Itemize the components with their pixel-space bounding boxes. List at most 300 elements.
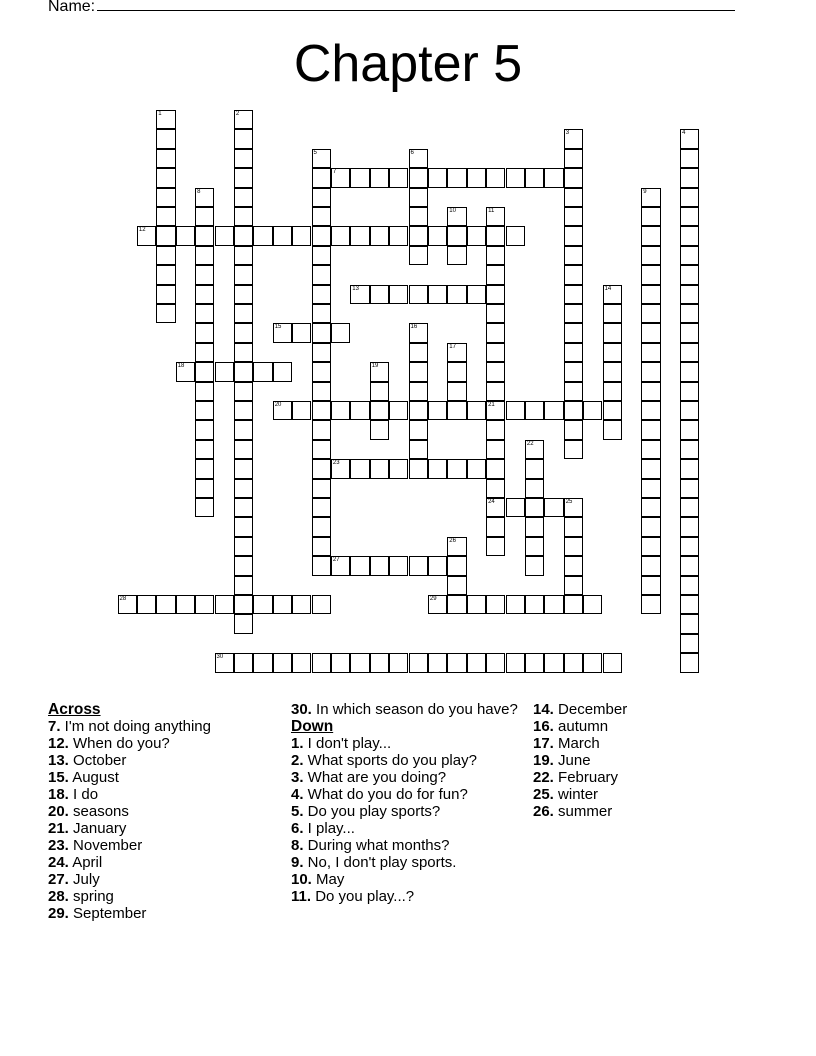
- crossword-cell[interactable]: [234, 595, 253, 614]
- crossword-cell[interactable]: [467, 285, 486, 304]
- crossword-cell[interactable]: [564, 129, 583, 148]
- crossword-cell[interactable]: [195, 401, 214, 420]
- crossword-cell[interactable]: [350, 285, 369, 304]
- crossword-cell[interactable]: [641, 246, 660, 265]
- crossword-cell[interactable]: [564, 246, 583, 265]
- crossword-cell[interactable]: [641, 207, 660, 226]
- crossword-cell[interactable]: [156, 129, 175, 148]
- crossword-cell[interactable]: [486, 226, 505, 245]
- crossword-cell[interactable]: [234, 498, 253, 517]
- crossword-cell[interactable]: [525, 440, 544, 459]
- crossword-cell[interactable]: [680, 459, 699, 478]
- crossword-cell[interactable]: [234, 440, 253, 459]
- crossword-cell[interactable]: [156, 168, 175, 187]
- crossword-cell[interactable]: [331, 401, 350, 420]
- crossword-cell[interactable]: [564, 226, 583, 245]
- crossword-cell[interactable]: [409, 556, 428, 575]
- crossword-cell[interactable]: [409, 226, 428, 245]
- crossword-cell[interactable]: [195, 207, 214, 226]
- crossword-cell[interactable]: [273, 226, 292, 245]
- crossword-cell[interactable]: [544, 595, 563, 614]
- crossword-cell[interactable]: [156, 246, 175, 265]
- crossword-cell[interactable]: [564, 401, 583, 420]
- crossword-cell[interactable]: [680, 343, 699, 362]
- crossword-cell[interactable]: [447, 459, 466, 478]
- crossword-cell[interactable]: [195, 343, 214, 362]
- crossword-cell[interactable]: [603, 362, 622, 381]
- crossword-cell[interactable]: [234, 168, 253, 187]
- crossword-cell[interactable]: [234, 479, 253, 498]
- crossword-cell[interactable]: [564, 595, 583, 614]
- crossword-cell[interactable]: [467, 226, 486, 245]
- crossword-cell[interactable]: [486, 207, 505, 226]
- crossword-cell[interactable]: [525, 168, 544, 187]
- crossword-cell[interactable]: [312, 440, 331, 459]
- crossword-cell[interactable]: [389, 168, 408, 187]
- crossword-cell[interactable]: [603, 343, 622, 362]
- crossword-cell[interactable]: [312, 537, 331, 556]
- crossword-cell[interactable]: [641, 440, 660, 459]
- crossword-cell[interactable]: [525, 459, 544, 478]
- crossword-cell[interactable]: [312, 595, 331, 614]
- crossword-cell[interactable]: [486, 440, 505, 459]
- crossword-cell[interactable]: [215, 653, 234, 672]
- crossword-cell[interactable]: [370, 226, 389, 245]
- crossword-cell[interactable]: [370, 653, 389, 672]
- crossword-cell[interactable]: [195, 323, 214, 342]
- crossword-cell[interactable]: [447, 168, 466, 187]
- crossword-cell[interactable]: [447, 226, 466, 245]
- crossword-cell[interactable]: [486, 343, 505, 362]
- crossword-cell[interactable]: [331, 556, 350, 575]
- crossword-cell[interactable]: [312, 479, 331, 498]
- crossword-cell[interactable]: [409, 343, 428, 362]
- crossword-cell[interactable]: [370, 382, 389, 401]
- crossword-cell[interactable]: [234, 343, 253, 362]
- crossword-cell[interactable]: [195, 246, 214, 265]
- crossword-cell[interactable]: [544, 498, 563, 517]
- crossword-cell[interactable]: [409, 323, 428, 342]
- crossword-cell[interactable]: [156, 149, 175, 168]
- crossword-cell[interactable]: [680, 401, 699, 420]
- crossword-cell[interactable]: [447, 246, 466, 265]
- crossword-cell[interactable]: [564, 265, 583, 284]
- crossword-cell[interactable]: [680, 614, 699, 633]
- crossword-cell[interactable]: [486, 459, 505, 478]
- crossword-cell[interactable]: [176, 362, 195, 381]
- crossword-cell[interactable]: [680, 285, 699, 304]
- crossword-cell[interactable]: [467, 459, 486, 478]
- crossword-cell[interactable]: [680, 265, 699, 284]
- crossword-cell[interactable]: [156, 110, 175, 129]
- crossword-cell[interactable]: [389, 653, 408, 672]
- crossword-cell[interactable]: [641, 420, 660, 439]
- crossword-cell[interactable]: [641, 265, 660, 284]
- crossword-cell[interactable]: [447, 207, 466, 226]
- crossword-cell[interactable]: [409, 653, 428, 672]
- crossword-cell[interactable]: [234, 362, 253, 381]
- crossword-cell[interactable]: [506, 168, 525, 187]
- crossword-cell[interactable]: [234, 285, 253, 304]
- crossword-cell[interactable]: [156, 207, 175, 226]
- crossword-cell[interactable]: [312, 362, 331, 381]
- crossword-cell[interactable]: [195, 440, 214, 459]
- crossword-cell[interactable]: [234, 459, 253, 478]
- crossword-cell[interactable]: [312, 556, 331, 575]
- crossword-cell[interactable]: [641, 304, 660, 323]
- crossword-cell[interactable]: [564, 420, 583, 439]
- crossword-cell[interactable]: [273, 323, 292, 342]
- crossword-cell[interactable]: [234, 614, 253, 633]
- crossword-cell[interactable]: [234, 576, 253, 595]
- crossword-cell[interactable]: [312, 188, 331, 207]
- crossword-cell[interactable]: [603, 653, 622, 672]
- crossword-cell[interactable]: [564, 188, 583, 207]
- crossword-cell[interactable]: [370, 362, 389, 381]
- crossword-cell[interactable]: [195, 285, 214, 304]
- crossword-cell[interactable]: [234, 323, 253, 342]
- crossword-cell[interactable]: [564, 576, 583, 595]
- crossword-cell[interactable]: [641, 226, 660, 245]
- crossword-cell[interactable]: [583, 653, 602, 672]
- crossword-cell[interactable]: [467, 168, 486, 187]
- crossword-cell[interactable]: [215, 362, 234, 381]
- crossword-cell[interactable]: [292, 595, 311, 614]
- crossword-cell[interactable]: [331, 226, 350, 245]
- crossword-cell[interactable]: [428, 226, 447, 245]
- crossword-cell[interactable]: [428, 168, 447, 187]
- crossword-cell[interactable]: [486, 265, 505, 284]
- crossword-cell[interactable]: [156, 304, 175, 323]
- crossword-cell[interactable]: [409, 401, 428, 420]
- crossword-cell[interactable]: [273, 653, 292, 672]
- crossword-cell[interactable]: [370, 420, 389, 439]
- crossword-cell[interactable]: [273, 595, 292, 614]
- crossword-cell[interactable]: [409, 362, 428, 381]
- crossword-cell[interactable]: [331, 323, 350, 342]
- crossword-cell[interactable]: [680, 498, 699, 517]
- crossword-cell[interactable]: [292, 226, 311, 245]
- crossword-cell[interactable]: [195, 595, 214, 614]
- crossword-cell[interactable]: [409, 440, 428, 459]
- crossword-cell[interactable]: [564, 207, 583, 226]
- crossword-cell[interactable]: [176, 595, 195, 614]
- crossword-cell[interactable]: [641, 362, 660, 381]
- crossword-cell[interactable]: [137, 595, 156, 614]
- crossword-cell[interactable]: [428, 401, 447, 420]
- crossword-cell[interactable]: [447, 382, 466, 401]
- crossword-cell[interactable]: [486, 498, 505, 517]
- crossword-cell[interactable]: [525, 537, 544, 556]
- crossword-cell[interactable]: [583, 401, 602, 420]
- crossword-cell[interactable]: [234, 420, 253, 439]
- crossword-cell[interactable]: [680, 556, 699, 575]
- crossword-cell[interactable]: [486, 304, 505, 323]
- crossword-cell[interactable]: [312, 149, 331, 168]
- crossword-cell[interactable]: [680, 595, 699, 614]
- crossword-cell[interactable]: [350, 226, 369, 245]
- crossword-cell[interactable]: [603, 401, 622, 420]
- crossword-cell[interactable]: [486, 420, 505, 439]
- crossword-cell[interactable]: [195, 459, 214, 478]
- crossword-cell[interactable]: [680, 129, 699, 148]
- crossword-cell[interactable]: [156, 226, 175, 245]
- crossword-cell[interactable]: [641, 576, 660, 595]
- crossword-cell[interactable]: [525, 401, 544, 420]
- crossword-cell[interactable]: [234, 129, 253, 148]
- crossword-cell[interactable]: [447, 343, 466, 362]
- crossword-cell[interactable]: [234, 556, 253, 575]
- crossword-cell[interactable]: [486, 285, 505, 304]
- crossword-cell[interactable]: [273, 362, 292, 381]
- crossword-cell[interactable]: [680, 188, 699, 207]
- crossword-cell[interactable]: [486, 401, 505, 420]
- crossword-cell[interactable]: [506, 498, 525, 517]
- crossword-cell[interactable]: [312, 304, 331, 323]
- crossword-cell[interactable]: [350, 168, 369, 187]
- crossword-cell[interactable]: [564, 343, 583, 362]
- crossword-cell[interactable]: [118, 595, 137, 614]
- crossword-cell[interactable]: [234, 265, 253, 284]
- crossword-cell[interactable]: [234, 110, 253, 129]
- crossword-cell[interactable]: [253, 653, 272, 672]
- crossword-cell[interactable]: [389, 459, 408, 478]
- crossword-cell[interactable]: [603, 420, 622, 439]
- crossword-cell[interactable]: [680, 479, 699, 498]
- crossword-cell[interactable]: [215, 226, 234, 245]
- crossword-cell[interactable]: [486, 168, 505, 187]
- crossword-cell[interactable]: [564, 537, 583, 556]
- crossword-cell[interactable]: [641, 382, 660, 401]
- crossword-cell[interactable]: [486, 653, 505, 672]
- crossword-cell[interactable]: [312, 517, 331, 536]
- crossword-cell[interactable]: [486, 479, 505, 498]
- crossword-cell[interactable]: [215, 595, 234, 614]
- crossword-cell[interactable]: [680, 149, 699, 168]
- crossword-cell[interactable]: [234, 226, 253, 245]
- crossword-cell[interactable]: [680, 168, 699, 187]
- crossword-cell[interactable]: [331, 459, 350, 478]
- crossword-cell[interactable]: [428, 595, 447, 614]
- crossword-cell[interactable]: [234, 401, 253, 420]
- crossword-cell[interactable]: [156, 188, 175, 207]
- crossword-cell[interactable]: [312, 459, 331, 478]
- crossword-cell[interactable]: [312, 382, 331, 401]
- crossword-cell[interactable]: [564, 517, 583, 536]
- crossword-cell[interactable]: [525, 479, 544, 498]
- crossword-cell[interactable]: [447, 595, 466, 614]
- crossword-cell[interactable]: [409, 285, 428, 304]
- crossword-cell[interactable]: [641, 517, 660, 536]
- crossword-cell[interactable]: [409, 149, 428, 168]
- crossword-cell[interactable]: [641, 285, 660, 304]
- crossword-cell[interactable]: [331, 653, 350, 672]
- crossword-cell[interactable]: [564, 440, 583, 459]
- crossword-cell[interactable]: [195, 420, 214, 439]
- crossword-cell[interactable]: [603, 304, 622, 323]
- crossword-cell[interactable]: [195, 304, 214, 323]
- crossword-cell[interactable]: [641, 459, 660, 478]
- crossword-cell[interactable]: [350, 459, 369, 478]
- crossword-cell[interactable]: [447, 576, 466, 595]
- crossword-cell[interactable]: [506, 595, 525, 614]
- crossword-cell[interactable]: [525, 556, 544, 575]
- crossword-cell[interactable]: [409, 188, 428, 207]
- crossword-cell[interactable]: [234, 207, 253, 226]
- crossword-cell[interactable]: [389, 226, 408, 245]
- crossword-cell[interactable]: [409, 246, 428, 265]
- crossword-cell[interactable]: [234, 188, 253, 207]
- crossword-cell[interactable]: [156, 265, 175, 284]
- crossword-cell[interactable]: [273, 401, 292, 420]
- crossword-cell[interactable]: [680, 382, 699, 401]
- crossword-cell[interactable]: [389, 285, 408, 304]
- crossword-cell[interactable]: [603, 323, 622, 342]
- crossword-cell[interactable]: [312, 420, 331, 439]
- crossword-cell[interactable]: [680, 207, 699, 226]
- crossword-cell[interactable]: [564, 168, 583, 187]
- crossword-cell[interactable]: [680, 537, 699, 556]
- crossword-cell[interactable]: [641, 401, 660, 420]
- crossword-cell[interactable]: [234, 537, 253, 556]
- crossword-cell[interactable]: [370, 459, 389, 478]
- crossword-cell[interactable]: [506, 226, 525, 245]
- crossword-cell[interactable]: [370, 556, 389, 575]
- crossword-cell[interactable]: [350, 653, 369, 672]
- crossword-cell[interactable]: [544, 653, 563, 672]
- crossword-cell[interactable]: [680, 226, 699, 245]
- crossword-cell[interactable]: [195, 226, 214, 245]
- crossword-cell[interactable]: [603, 382, 622, 401]
- crossword-cell[interactable]: [641, 323, 660, 342]
- crossword-cell[interactable]: [447, 401, 466, 420]
- crossword-cell[interactable]: [486, 362, 505, 381]
- crossword-cell[interactable]: [467, 595, 486, 614]
- crossword-cell[interactable]: [312, 226, 331, 245]
- crossword-cell[interactable]: [680, 517, 699, 536]
- crossword-cell[interactable]: [486, 246, 505, 265]
- crossword-cell[interactable]: [253, 226, 272, 245]
- crossword-cell[interactable]: [350, 556, 369, 575]
- crossword-cell[interactable]: [641, 343, 660, 362]
- crossword-cell[interactable]: [680, 304, 699, 323]
- crossword-cell[interactable]: [447, 653, 466, 672]
- crossword-cell[interactable]: [292, 653, 311, 672]
- crossword-cell[interactable]: [312, 343, 331, 362]
- crossword-cell[interactable]: [506, 653, 525, 672]
- crossword-cell[interactable]: [409, 459, 428, 478]
- crossword-cell[interactable]: [564, 362, 583, 381]
- crossword-cell[interactable]: [312, 401, 331, 420]
- crossword-cell[interactable]: [312, 653, 331, 672]
- crossword-cell[interactable]: [312, 498, 331, 517]
- crossword-cell[interactable]: [409, 207, 428, 226]
- crossword-cell[interactable]: [486, 537, 505, 556]
- crossword-cell[interactable]: [312, 207, 331, 226]
- crossword-cell[interactable]: [156, 285, 175, 304]
- crossword-cell[interactable]: [156, 595, 175, 614]
- crossword-cell[interactable]: [583, 595, 602, 614]
- crossword-cell[interactable]: [428, 653, 447, 672]
- crossword-cell[interactable]: [234, 653, 253, 672]
- crossword-cell[interactable]: [467, 653, 486, 672]
- crossword-cell[interactable]: [428, 285, 447, 304]
- crossword-cell[interactable]: [564, 498, 583, 517]
- crossword-cell[interactable]: [370, 401, 389, 420]
- crossword-cell[interactable]: [312, 246, 331, 265]
- crossword-cell[interactable]: [525, 498, 544, 517]
- crossword-cell[interactable]: [486, 323, 505, 342]
- crossword-cell[interactable]: [195, 382, 214, 401]
- crossword-cell[interactable]: [350, 401, 369, 420]
- crossword-cell[interactable]: [428, 556, 447, 575]
- crossword-cell[interactable]: [564, 382, 583, 401]
- crossword-cell[interactable]: [234, 382, 253, 401]
- crossword-cell[interactable]: [370, 168, 389, 187]
- crossword-cell[interactable]: [195, 498, 214, 517]
- crossword-cell[interactable]: [641, 498, 660, 517]
- crossword-cell[interactable]: [641, 188, 660, 207]
- crossword-cell[interactable]: [409, 420, 428, 439]
- crossword-cell[interactable]: [312, 285, 331, 304]
- crossword-cell[interactable]: [137, 226, 156, 245]
- crossword-cell[interactable]: [331, 168, 350, 187]
- crossword-cell[interactable]: [370, 285, 389, 304]
- crossword-cell[interactable]: [564, 304, 583, 323]
- crossword-cell[interactable]: [525, 595, 544, 614]
- crossword-cell[interactable]: [680, 362, 699, 381]
- crossword-cell[interactable]: [253, 362, 272, 381]
- crossword-cell[interactable]: [253, 595, 272, 614]
- crossword-cell[interactable]: [564, 323, 583, 342]
- crossword-cell[interactable]: [641, 556, 660, 575]
- crossword-cell[interactable]: [292, 401, 311, 420]
- crossword-cell[interactable]: [564, 556, 583, 575]
- crossword-cell[interactable]: [564, 149, 583, 168]
- crossword-cell[interactable]: [195, 188, 214, 207]
- crossword-cell[interactable]: [447, 537, 466, 556]
- crossword-cell[interactable]: [428, 459, 447, 478]
- crossword-cell[interactable]: [195, 479, 214, 498]
- crossword-cell[interactable]: [447, 285, 466, 304]
- crossword-cell[interactable]: [447, 556, 466, 575]
- crossword-cell[interactable]: [467, 401, 486, 420]
- crossword-cell[interactable]: [641, 595, 660, 614]
- crossword-cell[interactable]: [680, 634, 699, 653]
- crossword-cell[interactable]: [447, 362, 466, 381]
- crossword-cell[interactable]: [506, 401, 525, 420]
- crossword-cell[interactable]: [680, 653, 699, 672]
- crossword-cell[interactable]: [564, 653, 583, 672]
- crossword-cell[interactable]: [389, 401, 408, 420]
- crossword-cell[interactable]: [680, 323, 699, 342]
- crossword-cell[interactable]: [486, 382, 505, 401]
- crossword-cell[interactable]: [195, 265, 214, 284]
- crossword-cell[interactable]: [234, 149, 253, 168]
- crossword-cell[interactable]: [409, 382, 428, 401]
- crossword-cell[interactable]: [680, 440, 699, 459]
- crossword-cell[interactable]: [234, 517, 253, 536]
- crossword-cell[interactable]: [680, 420, 699, 439]
- crossword-cell[interactable]: [292, 323, 311, 342]
- crossword-cell[interactable]: [544, 168, 563, 187]
- crossword-cell[interactable]: [389, 556, 408, 575]
- crossword-cell[interactable]: [641, 537, 660, 556]
- crossword-cell[interactable]: [544, 401, 563, 420]
- crossword-cell[interactable]: [312, 323, 331, 342]
- crossword-cell[interactable]: [525, 653, 544, 672]
- crossword-cell[interactable]: [486, 595, 505, 614]
